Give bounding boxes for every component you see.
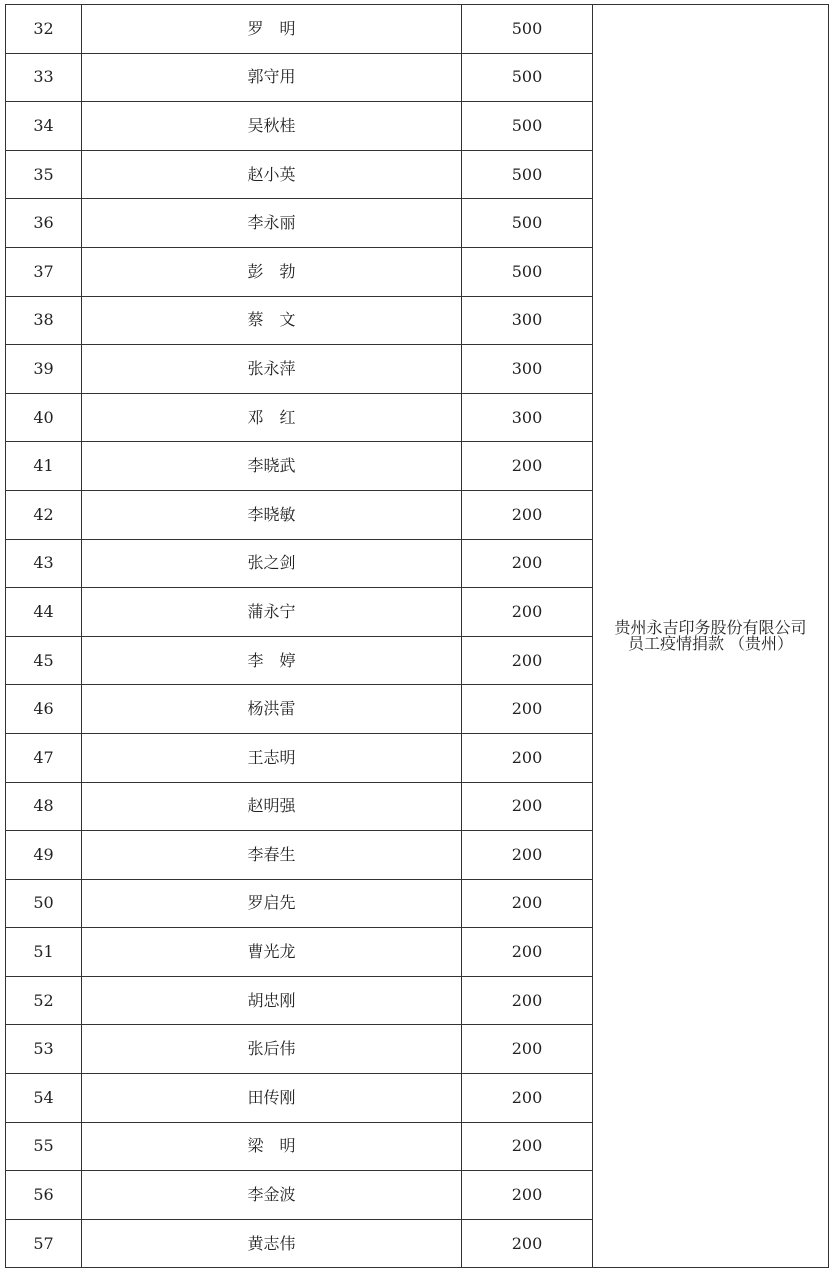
- amount-cell: 200: [462, 879, 593, 928]
- donor-name-cell: 李金波: [82, 1171, 462, 1220]
- donor-name-cell: 王志明: [82, 733, 462, 782]
- row-number-cell: 35: [6, 150, 82, 199]
- row-number-cell: 53: [6, 1025, 82, 1074]
- amount-cell: 500: [462, 199, 593, 248]
- amount-cell: 200: [462, 733, 593, 782]
- amount-cell: 200: [462, 490, 593, 539]
- donor-name-cell: 吴秋桂: [82, 102, 462, 151]
- amount-cell: 500: [462, 53, 593, 102]
- row-number-cell: 41: [6, 442, 82, 491]
- donor-name-cell: 罗 明: [82, 5, 462, 54]
- amount-cell: 200: [462, 1074, 593, 1123]
- remark-line-1: 贵州永吉印务股份有限公司: [614, 618, 807, 638]
- row-number-cell: 51: [6, 928, 82, 977]
- amount-cell: 500: [462, 150, 593, 199]
- row-number-cell: 37: [6, 247, 82, 296]
- amount-cell: 500: [462, 247, 593, 296]
- donor-name-cell: 彭 勃: [82, 247, 462, 296]
- donor-name-cell: 邓 红: [82, 393, 462, 442]
- amount-cell: 200: [462, 442, 593, 491]
- row-number-cell: 34: [6, 102, 82, 151]
- donor-name-cell: 田传刚: [82, 1074, 462, 1123]
- row-number-cell: 56: [6, 1171, 82, 1220]
- donor-name-cell: 赵明强: [82, 782, 462, 831]
- donor-name-cell: 曹光龙: [82, 928, 462, 977]
- donor-name-cell: 张后伟: [82, 1025, 462, 1074]
- donor-name-cell: 罗启先: [82, 879, 462, 928]
- remark-line-2: 员工疫情捐款 （贵州）: [627, 634, 794, 654]
- row-number-cell: 40: [6, 393, 82, 442]
- amount-cell: 200: [462, 1025, 593, 1074]
- row-number-cell: 42: [6, 490, 82, 539]
- amount-cell: 500: [462, 5, 593, 54]
- donor-name-cell: 赵小英: [82, 150, 462, 199]
- donor-name-cell: 黄志伟: [82, 1219, 462, 1268]
- row-number-cell: 38: [6, 296, 82, 345]
- amount-cell: 500: [462, 102, 593, 151]
- amount-cell: 200: [462, 782, 593, 831]
- row-number-cell: 32: [6, 5, 82, 54]
- amount-cell: 200: [462, 1122, 593, 1171]
- remark-cell: [593, 5, 829, 1268]
- amount-cell: 200: [462, 636, 593, 685]
- donor-name-cell: 杨洪雷: [82, 685, 462, 734]
- donor-name-cell: 胡忠刚: [82, 976, 462, 1025]
- row-number-cell: 55: [6, 1122, 82, 1171]
- row-number-cell: 43: [6, 539, 82, 588]
- donor-name-cell: 张永萍: [82, 345, 462, 394]
- row-number-cell: 46: [6, 685, 82, 734]
- amount-cell: 300: [462, 345, 593, 394]
- donor-name-cell: 李永丽: [82, 199, 462, 248]
- row-number-cell: 45: [6, 636, 82, 685]
- donor-name-cell: 蔡 文: [82, 296, 462, 345]
- row-number-cell: 50: [6, 879, 82, 928]
- donor-name-cell: 李晓敏: [82, 490, 462, 539]
- donor-name-cell: 梁 明: [82, 1122, 462, 1171]
- donor-name-cell: 李 婷: [82, 636, 462, 685]
- row-number-cell: 49: [6, 831, 82, 880]
- amount-cell: 200: [462, 685, 593, 734]
- row-number-cell: 47: [6, 733, 82, 782]
- row-number-cell: 39: [6, 345, 82, 394]
- donor-name-cell: 张之剑: [82, 539, 462, 588]
- row-number-cell: 52: [6, 976, 82, 1025]
- amount-cell: 300: [462, 296, 593, 345]
- amount-cell: 200: [462, 976, 593, 1025]
- donor-name-cell: 李晓武: [82, 442, 462, 491]
- row-number-cell: 57: [6, 1219, 82, 1268]
- donor-name-cell: 李春生: [82, 831, 462, 880]
- amount-cell: 200: [462, 928, 593, 977]
- table-body: [6, 5, 829, 1268]
- amount-cell: 300: [462, 393, 593, 442]
- row-number-cell: 36: [6, 199, 82, 248]
- row-number-cell: 54: [6, 1074, 82, 1123]
- table-row: [6, 5, 829, 54]
- donation-table: [5, 4, 829, 1268]
- amount-cell: 200: [462, 831, 593, 880]
- amount-cell: 200: [462, 539, 593, 588]
- row-number-cell: 48: [6, 782, 82, 831]
- donor-name-cell: 郭守用: [82, 53, 462, 102]
- row-number-cell: 33: [6, 53, 82, 102]
- donor-name-cell: 蒲永宁: [82, 588, 462, 637]
- amount-cell: 200: [462, 588, 593, 637]
- amount-cell: 200: [462, 1171, 593, 1220]
- amount-cell: 200: [462, 1219, 593, 1268]
- row-number-cell: 44: [6, 588, 82, 637]
